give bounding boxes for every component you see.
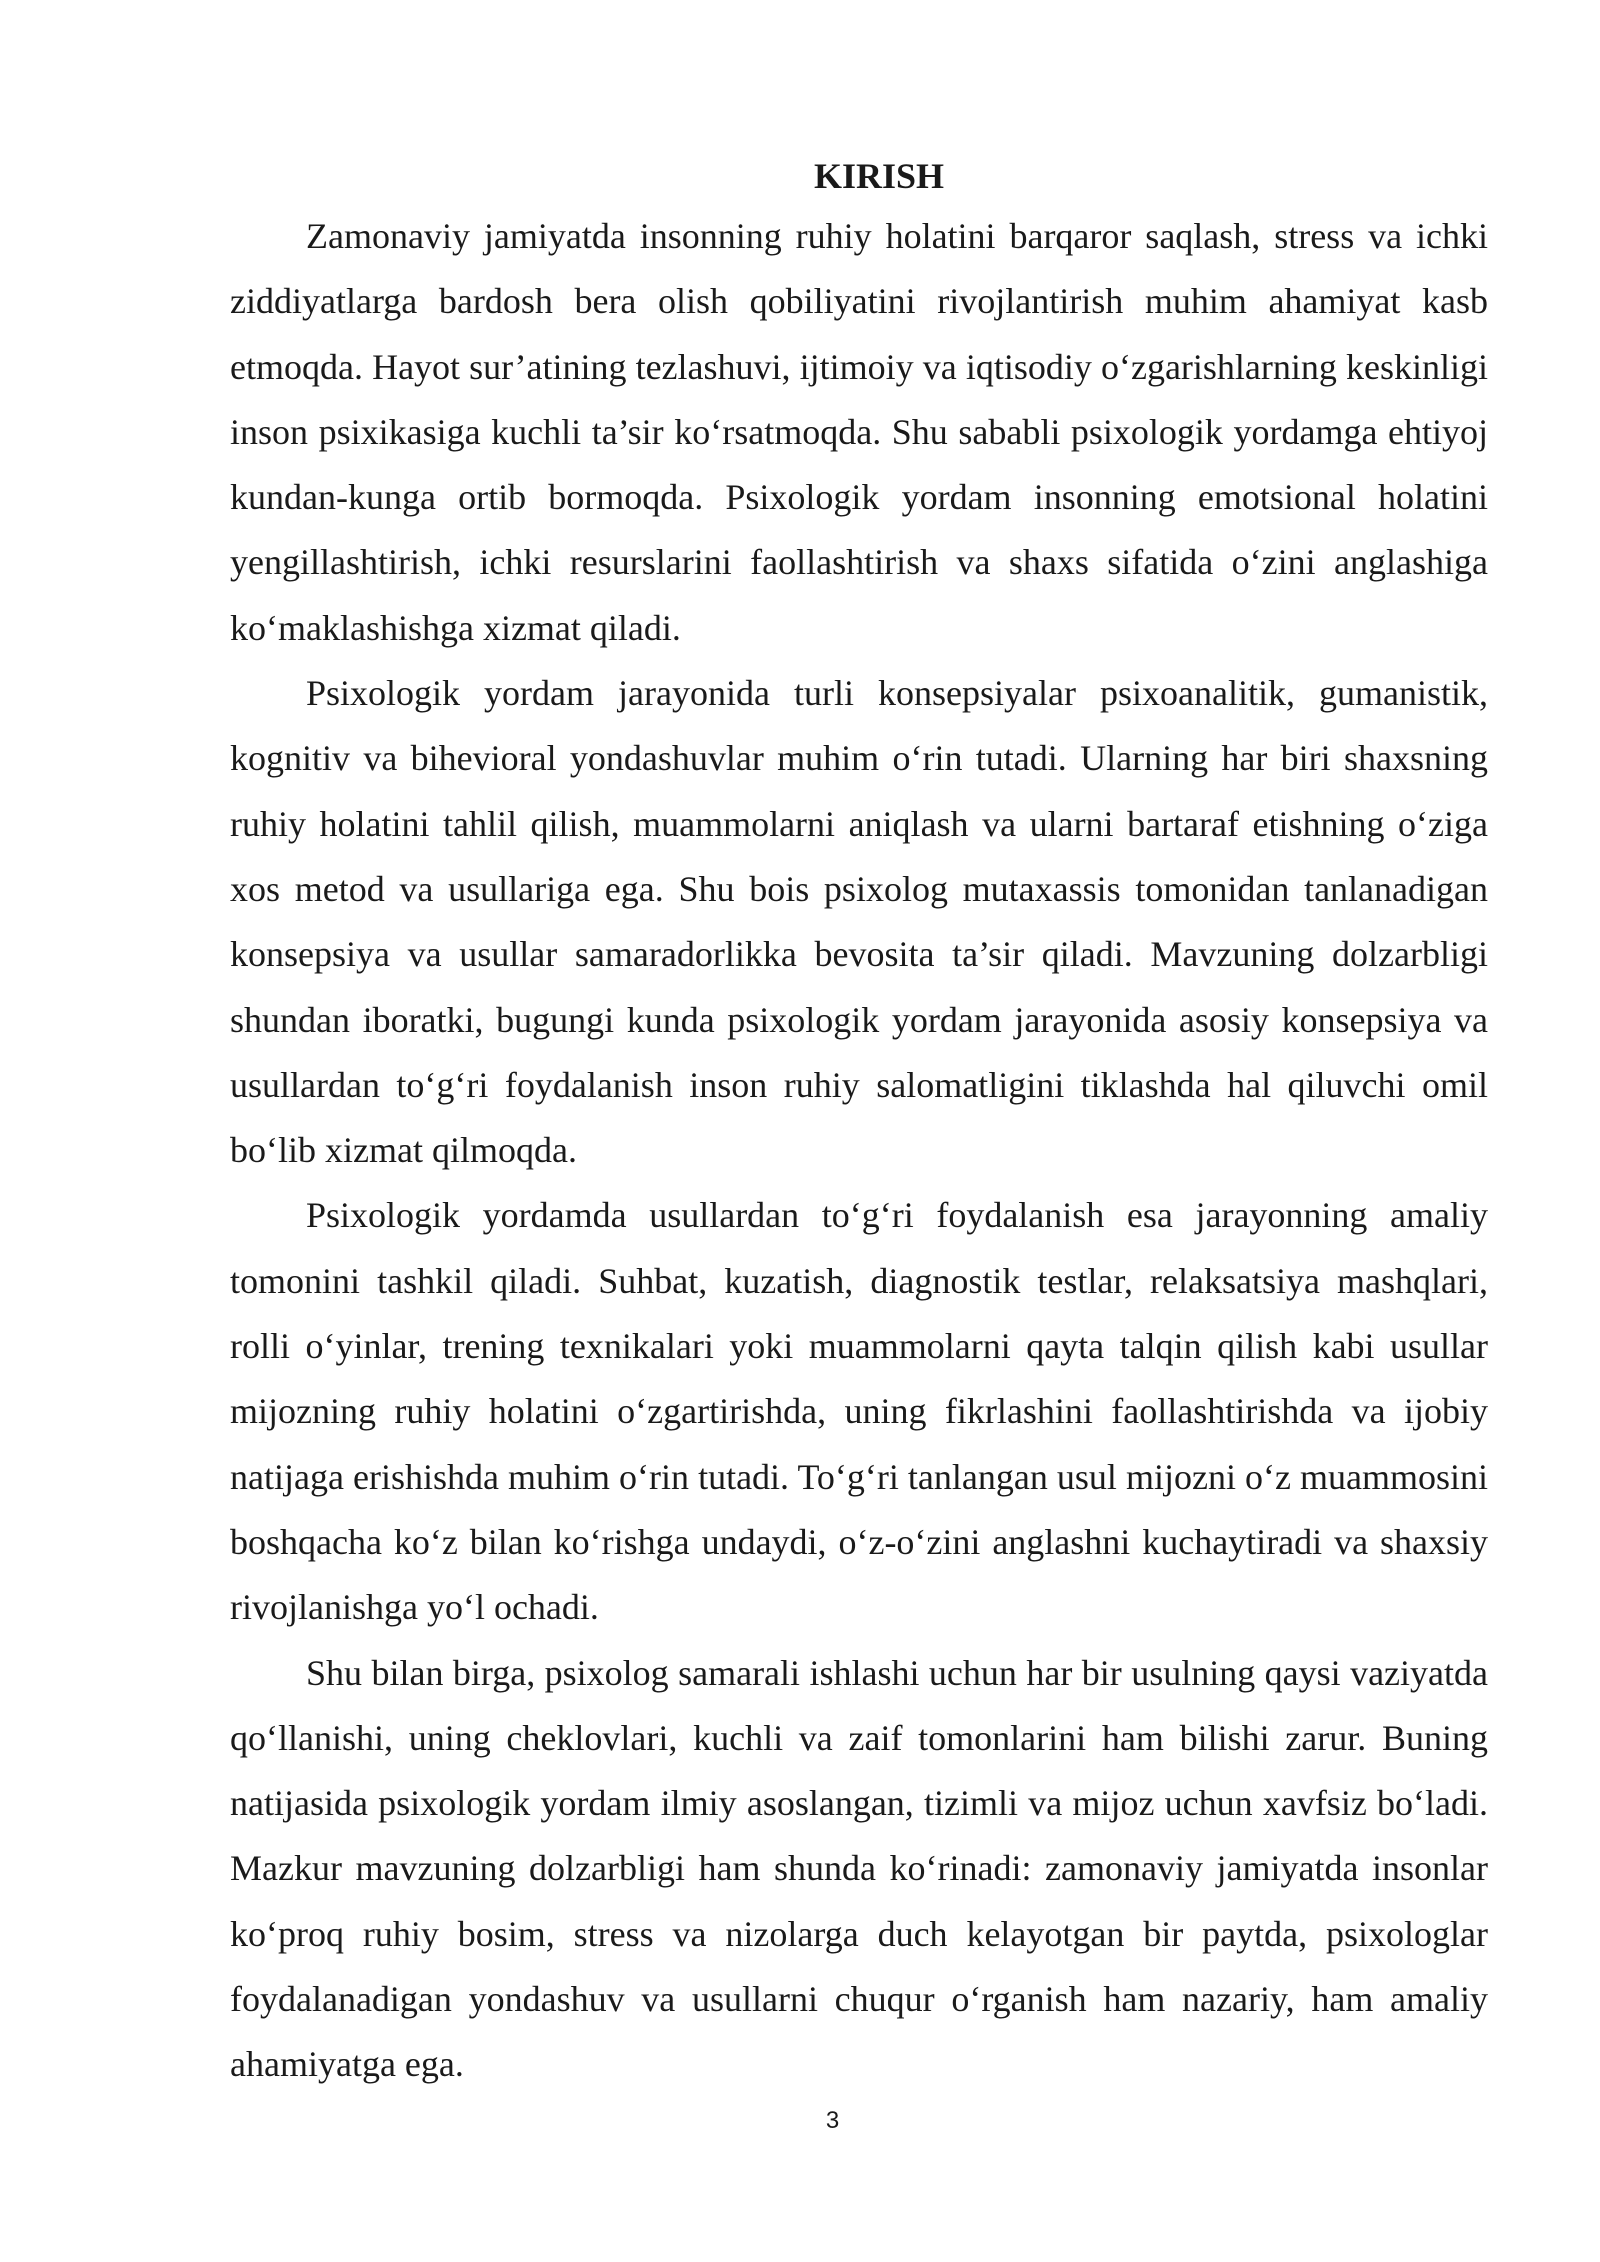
paragraph-2: Psixologik yordam jarayonida turli konsepsiyalar psixoanalitik, gumanistik, kognitiv va bihevioral yondashuvlar muhim o‘rin tutadi. Ularning har biri shaxsning ruhiy holatini tahlil qilish, muammolarni aniqlash va ularni bartaraf etishning o‘ziga xos metod va usullariga ega. Shu bois psixolog mutaxassis tomonidan tanlanadigan konsepsiya va usullar samaradorlikka bevosita ta’sir qiladi. Mavzuning dolzarbligi shundan iboratki, bugungi kunda psixologik yordam jarayonida asosiy konsepsiya va usullardan to‘g‘ri foydalanish inson ruhiy salomatligini tiklashda hal qiluvchi omil bo‘lib xizmat qilmoqda. [230, 673, 1488, 1171]
page-number: 3 [825, 2107, 840, 2134]
page-content [230, 148, 1488, 2098]
paragraph-1: Zamonaviy jamiyatda insonning ruhiy holatini barqaror saqlash, stress va ichki ziddiyatlarga bardosh bera olish qobiliyatini rivojlantirish muhim ahamiyat kasb etmoqda. Hayot sur’atining tezlashuvi, ijtimoiy va iqtisodiy o‘zgarishlarning keskinligi inson psixikasiga kuchli ta’sir ko‘rsatmoqda. Shu sababli psixologik yordamga ehtiyoj kundan-kunga ortib bormoqda. Psixologik yordam insonning emotsional holatini yengillashtirish, ichki resurslarini faollashtirish va shaxs sifatida o‘zini anglashiga ko‘maklashishga xizmat qiladi. [230, 216, 1488, 648]
paragraph-3: Psixologik yordamda usullardan to‘g‘ri foydalanish esa jarayonning amaliy tomonini tashkil qiladi. Suhbat, kuzatish, diagnostik testlar, relaksatsiya mashqlari, rolli o‘yinlar, trening texnikalari yoki muammolarni qayta talqin qilish kabi usullar mijozning ruhiy holatini o‘zgartirishda, uning fikrlashini faollashtirishda va ijobiy natijaga erishishda muhim o‘rin tutadi. To‘g‘ri tanlangan usul mijozni o‘z muammosini boshqacha ko‘z bilan ko‘rishga undaydi, o‘z-o‘zini anglashni kuchaytiradi va shaxsiy rivojlanishga yo‘l ochadi. [230, 1195, 1488, 1628]
section-heading: KIRISH [813, 156, 945, 196]
paragraph-4: Shu bilan birga, psixolog samarali ishlashi uchun har bir usulning qaysi vaziyatda qo‘llanishi, uning cheklovlari, kuchli va zaif tomonlarini ham bilishi zarur. Buning natijasida psixologik yordam ilmiy asoslangan, tizimli va mijoz uchun xavfsiz bo‘ladi. Mazkur mavzuning dolzarbligi ham shunda ko‘rinadi: zamonaviy jamiyatda insonlar ko‘proq ruhiy bosim, stress va nizolarga duch kelayotgan bir paytda, psixologlar foydalanadigan yondashuv va usullarni chuqur o‘rganish ham nazariy, ham amaliy ahamiyatga ega. [230, 1652, 1488, 2085]
